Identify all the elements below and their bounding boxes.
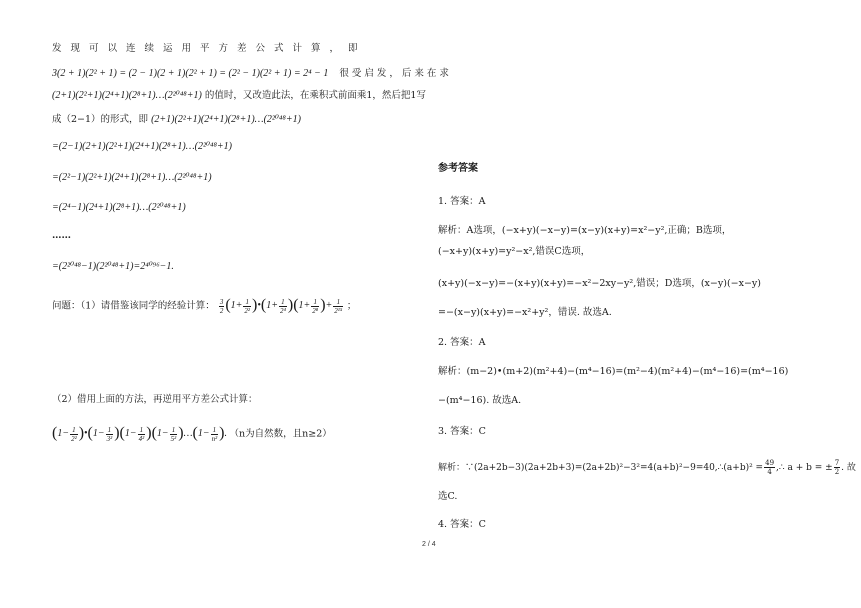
answer-1-line-1: 解析：A选项，(−x+y)(−x−y)=(x−y)(x+y)=x²−y²,正确；B选项， xyxy=(438,225,732,236)
answer-3-frac-1-den: 4 xyxy=(767,468,772,476)
question-1-tail: ； xyxy=(346,300,357,312)
step-final: =(2²⁰⁴⁸−1)(2²⁰⁴⁸+1)=2⁴⁰⁹⁶−1. xyxy=(52,261,174,272)
answer-3-frac-1-num: 49 xyxy=(765,459,775,467)
intro-line-4 xyxy=(52,114,301,126)
answer-3-line-1-pre: 解析：∵(2a+2b−3)(2a+2b+3)=(2a+2b)²−3²=4(a+b)²−9=40,∴(a+b)² = xyxy=(438,463,764,473)
intro-line-2-text: 很受启发，后来在求 xyxy=(339,68,452,79)
ellipsis: …… xyxy=(52,230,71,241)
answer-3-line-1 xyxy=(438,458,856,478)
answer-1-line-4: =−(x−y)(x+y)=−x²+y²，错误. 故选A. xyxy=(438,307,612,318)
step-1: =(2−1)(2+1)(2²+1)(2⁴+1)(2⁸+1)…(2²⁰⁴⁸+1) xyxy=(52,141,232,152)
intro-line-4-text: 成（2−1）的形式，即 xyxy=(52,114,149,125)
intro-line-2 xyxy=(52,68,452,80)
question-2-expression: (1− $\frac{1}{\text{2²}}$ )•(1− $\frac{1}{\text{3²}}$ )(1− $\frac{1}{\text{4²}}$ )(1− $\frac{1}{\text{5²}}$ )…(1− $\frac{1}{\text{n²}}$ ). xyxy=(52,425,230,443)
question-2: （2）借用上面的方法，再逆用平方差公式计算： xyxy=(52,394,258,405)
step-3: =(2⁴−1)(2⁴+1)(2⁸+1)…(2²⁰⁴⁸+1) xyxy=(52,202,186,213)
intro-line-1: 发现可以连续运用平方差公式计算，即 xyxy=(52,43,367,54)
answer-1-line-3: (x+y)(−x−y)=−(x+y)(x+y)=−x²−2xy−y²,错误；D选项，(x−y)(−x−y) xyxy=(438,278,762,289)
intro-line-3 xyxy=(52,90,426,102)
question-2-expression-line xyxy=(52,424,332,444)
answer-1-line-2: (−x+y)(x+y)=y²−x²,错误C选项， xyxy=(438,246,591,257)
answer-3-mid: ,∴ a + b = ± xyxy=(776,463,833,473)
answer-1-label: 1. 答案：A xyxy=(438,196,486,207)
step-2: =(2²−1)(2²+1)(2⁴+1)(2⁸+1)…(2²⁰⁴⁸+1) xyxy=(52,172,212,183)
answer-2-label: 2. 答案：A xyxy=(438,337,486,348)
page-number: 2 / 4 xyxy=(422,541,436,548)
answer-4-label: 4. 答案：C xyxy=(438,519,486,530)
question-1-expression: $\frac{3}{2}$ (1+ $\frac{1}{\text{2²}}$ )•(1+ $\frac{1}{\text{2⁴}}$ )(1+ $\frac{1}{\text{2⁸}}$ )+ $\frac{1}{\text{2¹⁵}}$ xyxy=(219,297,343,315)
intro-line-3-math: (2+1)(2²+1)(2⁴+1)(2⁸+1)…(2²⁰⁴⁸+1) xyxy=(52,90,202,101)
question-2-tail: （n为自然数，且n≥2） xyxy=(229,428,332,440)
intro-line-4-math: (2+1)(2²+1)(2⁴+1)(2⁸+1)…(2²⁰⁴⁸+1) xyxy=(151,114,301,125)
answer-3-frac-2-den: 2 xyxy=(834,468,840,476)
answer-3-line-2: 选C. xyxy=(438,491,458,502)
answer-3-end: . 故 xyxy=(841,463,856,473)
answer-3-label: 3. 答案：C xyxy=(438,426,486,437)
answer-2-line-1: 解析：(m−2)•(m+2)(m²+4)−(m⁴−16)=(m²−4)(m²+4)−(m⁴−16)=(m⁴−16) xyxy=(438,366,789,377)
intro-line-2-math: 3(2 + 1)(2² + 1) = (2 − 1)(2 + 1)(2² + 1) = (2² − 1)(2² + 1) = 2⁴ − 1 xyxy=(52,68,329,79)
answers-heading: 参考答案 xyxy=(438,163,478,174)
question-1 xyxy=(52,296,356,316)
answer-2-line-2: −(m⁴−16). 故选A. xyxy=(438,395,522,406)
question-1-text: 问题：（1）请借鉴该同学的经验计算： xyxy=(52,300,215,312)
intro-line-3-text: 的值时，又改造此法，在乘积式前面乘1，然后把1写 xyxy=(204,90,426,101)
answer-3-frac-2-num: 7 xyxy=(834,459,840,467)
